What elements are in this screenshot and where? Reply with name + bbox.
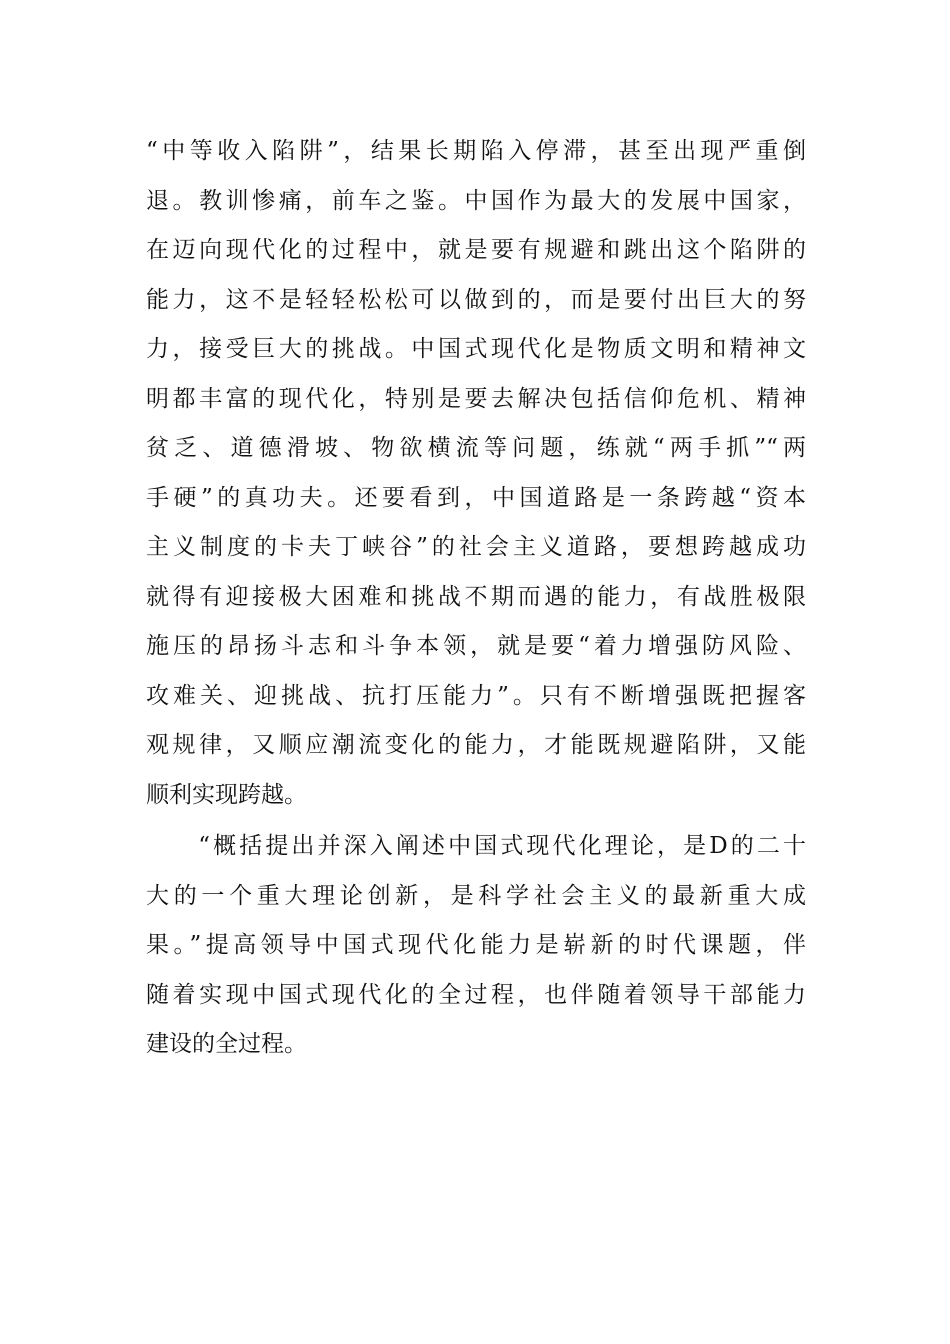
text-line: 主义制度的卡夫丁峡谷”的社会主义道路，要想跨越成功: [146, 534, 806, 560]
text-line: 大的一个重大理论创新，是科学社会主义的最新重大成: [146, 882, 806, 909]
paragraph-1: [146, 127, 806, 820]
text-line: 顺利实现跨越。: [146, 781, 307, 808]
text-line: 在迈向现代化的过程中，就是要有规避和跳出这个陷阱的: [146, 237, 806, 263]
text-line: 力，接受巨大的挑战。中国式现代化是物质文明和精神文: [146, 336, 806, 362]
text-line: 建设的全过程。: [146, 1031, 307, 1057]
text-line: 退。教训惨痛，前车之鉴。中国作为最大的发展中国家，: [146, 187, 806, 214]
text-line: 手硬”的真功夫。还要看到，中国道路是一条跨越“资本: [146, 484, 806, 511]
text-line: “概括提出并深入阐述中国式现代化理论，是D的二十: [146, 833, 806, 859]
text-line: 果。”提高领导中国式现代化能力是崭新的时代课题，伴: [146, 932, 806, 958]
text-line: 攻难关、迎挑战、抗打压能力”。只有不断增强既把握客: [146, 682, 806, 709]
text-line: 能力，这不是轻轻松松可以做到的，而是要付出巨大的努: [146, 286, 806, 313]
text-line: 明都丰富的现代化，特别是要去解决包括信仰危机、精神: [146, 385, 806, 412]
text-line: 随着实现中国式现代化的全过程，也伴随着领导干部能力: [146, 981, 806, 1008]
text-line: “中等收入陷阱”，结果长期陷入停滞，甚至出现严重倒: [146, 138, 806, 164]
text-line: 施压的昂扬斗志和斗争本领，就是要“着力增强防风险、: [146, 633, 806, 659]
text-line: 就得有迎接极大困难和挑战不期而遇的能力，有战胜极限: [146, 583, 806, 610]
text-line: 贫乏、道德滑坡、物欲横流等问题，练就“两手抓”“两: [146, 435, 806, 461]
paragraph-2: [146, 822, 806, 1070]
text-line: 观规律，又顺应潮流变化的能力，才能既规避陷阱，又能: [146, 732, 806, 758]
